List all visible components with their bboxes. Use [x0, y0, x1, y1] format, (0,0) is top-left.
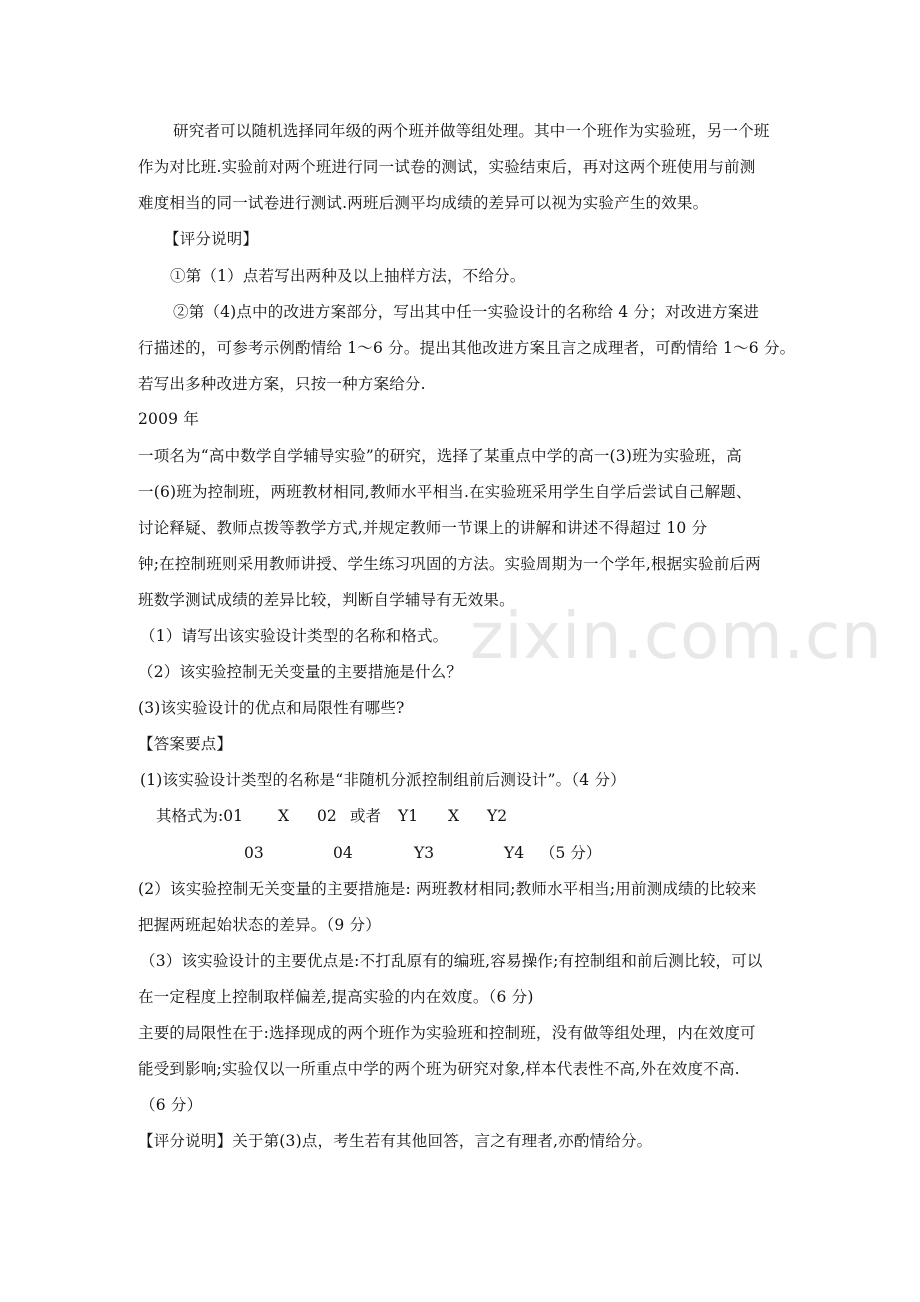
section-heading: 【评分说明】	[164, 230, 259, 248]
paragraph-line: ②第（4)点中的改进方案部分，写出其中任一实验设计的名称给 4 分；对改进方案进	[173, 303, 760, 321]
format-symbol: Y3	[414, 844, 435, 862]
format-symbol: 03	[244, 844, 264, 862]
paragraph-line: ①第（1）点若写出两种及以上抽样方法，不给分。	[170, 267, 526, 285]
answer-line: 在一定程度上控制取样偏差,提高实验的内在效度。（6 分)	[138, 988, 534, 1006]
format-label: 其格式为:01	[156, 807, 243, 825]
year-heading: 2009 年	[138, 410, 200, 428]
answer-line: 把握两班起始状态的差异。（9 分）	[138, 916, 381, 934]
paragraph-line: 若写出多种改进方案，只按一种方案给分.	[138, 375, 426, 393]
format-symbol: 02	[317, 807, 337, 825]
answer-line: (1)该实验设计类型的名称是“非随机分派控制组前后测设计”。（4 分）	[140, 771, 626, 789]
answer-line: (2）该实验控制无关变量的主要措施是: 两班教材相同;教师水平相当;用前测成绩的比较来	[138, 880, 757, 898]
format-symbol: X	[278, 807, 290, 825]
format-text: 或者	[350, 807, 382, 825]
format-symbol: Y2	[487, 807, 508, 825]
question-line: （2）该实验控制无关变量的主要措施是什么？	[138, 663, 463, 681]
paragraph-line: 一项名为“高中数学自学辅导实验”的研究，选择了某重点中学的高一(3)班为实验班，高	[138, 447, 743, 465]
paragraph-line: 钟;在控制班则采用教师讲授、学生练习巩固的方法。实验周期为一个学年,根据实验前后两	[138, 555, 761, 573]
grading-note: 【评分说明】关于第(3)点，考生若有其他回答，言之有理者,亦酌情给分。	[138, 1132, 653, 1150]
score-note: （5 分）	[540, 844, 602, 862]
score-note: （6 分）	[140, 1096, 203, 1114]
paragraph-line: 一(6)班为控制班，两班教材相同,教师水平相当.在实验班采用学生自学后尝试自己解题、	[138, 483, 752, 501]
question-line: (3)该实验设计的优点和局限性有哪些?	[138, 699, 405, 717]
format-symbol: Y4	[504, 844, 525, 862]
answer-line: （3）该实验设计的主要优点是:不打乱原有的编班,容易操作;有控制组和前后测比较，可以	[140, 952, 763, 970]
answer-line: 主要的局限性在于:选择现成的两个班作为实验班和控制班，没有做等组处理，内在效度可	[138, 1024, 756, 1042]
format-symbol: X	[448, 807, 460, 825]
paragraph-line: 研究者可以随机选择同年级的两个班并做等组处理。其中一个班作为实验班，另一个班	[173, 122, 770, 140]
paragraph-line: 难度相当的同一试卷进行测试.两班后测平均成绩的差异可以视为实验产生的效果。	[138, 194, 709, 212]
paragraph-line: 行描述的，可参考示例酌情给 1～6 分。提出其他改进方案且言之成理者，可酌情给 1～6 分。	[138, 339, 796, 357]
paragraph-line: 讨论释疑、教师点拨等教学方式,并规定教师一节课上的讲解和讲述不得超过 10 分	[138, 519, 708, 537]
paragraph-line: 班数学测试成绩的差异比较，判断自学辅导有无效果。	[138, 591, 515, 609]
paragraph-line: 作为对比班.实验前对两个班进行同一试卷的测试，实验结束后，再对这两个班使用与前测	[138, 158, 756, 176]
format-symbol: Y1	[398, 807, 419, 825]
format-symbol: 04	[333, 844, 353, 862]
section-heading: 【答案要点】	[138, 735, 233, 753]
watermark: zixin.com.cn	[470, 600, 883, 674]
question-line: （1）请写出该实验设计类型的名称和格式。	[140, 627, 449, 645]
answer-line: 能受到影响;实验仅以一所重点中学的两个班为研究对象,样本代表性不高,外在效度不高.	[138, 1060, 740, 1078]
